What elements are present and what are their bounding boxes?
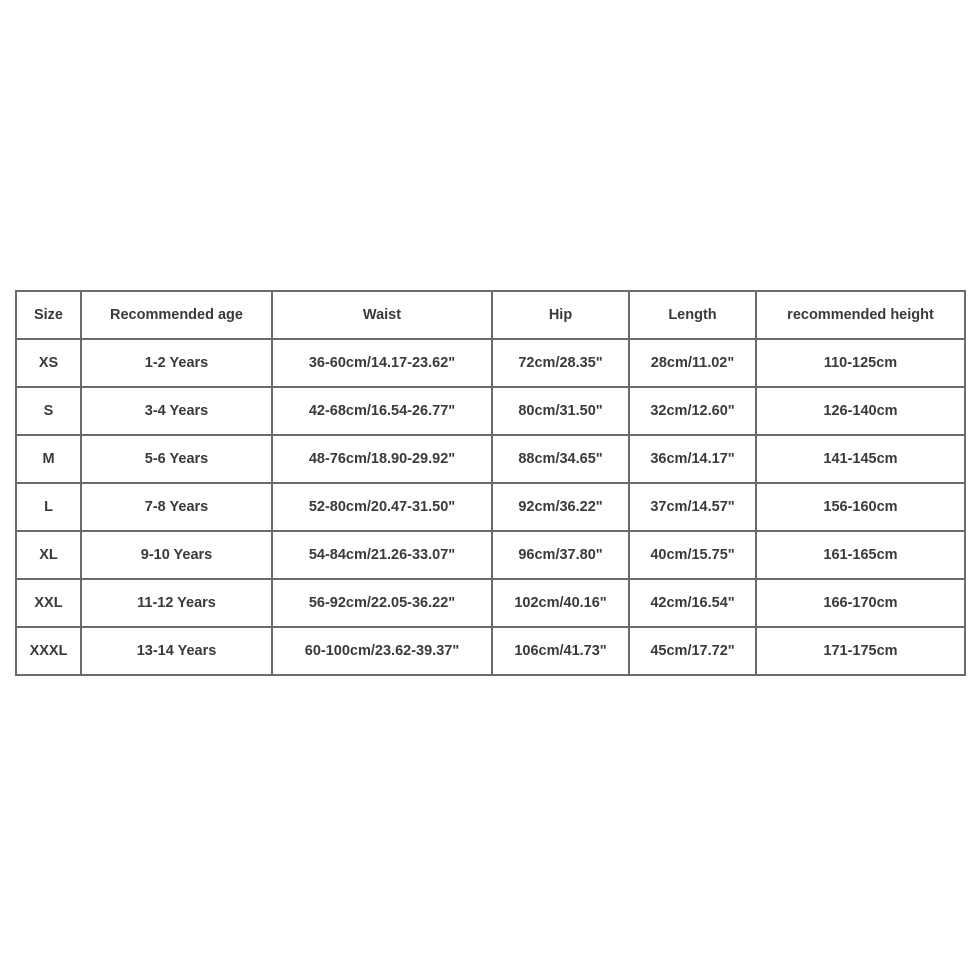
cell-hip: 72cm/28.35"	[492, 339, 629, 387]
cell-age: 3-4 Years	[81, 387, 272, 435]
cell-height: 126-140cm	[756, 387, 965, 435]
header-length: Length	[629, 291, 756, 339]
cell-height: 141-145cm	[756, 435, 965, 483]
cell-length: 28cm/11.02"	[629, 339, 756, 387]
table-row	[16, 435, 965, 483]
table-header-row	[16, 291, 965, 339]
cell-hip: 96cm/37.80"	[492, 531, 629, 579]
cell-age: 5-6 Years	[81, 435, 272, 483]
cell-height: 161-165cm	[756, 531, 965, 579]
cell-size: S	[16, 387, 81, 435]
cell-age: 1-2 Years	[81, 339, 272, 387]
cell-length: 37cm/14.57"	[629, 483, 756, 531]
cell-length: 40cm/15.75"	[629, 531, 756, 579]
cell-length: 42cm/16.54"	[629, 579, 756, 627]
cell-hip: 106cm/41.73"	[492, 627, 629, 675]
cell-age: 7-8 Years	[81, 483, 272, 531]
cell-hip: 92cm/36.22"	[492, 483, 629, 531]
cell-height: 156-160cm	[756, 483, 965, 531]
cell-waist: 42-68cm/16.54-26.77"	[272, 387, 492, 435]
cell-waist: 48-76cm/18.90-29.92"	[272, 435, 492, 483]
cell-waist: 52-80cm/20.47-31.50"	[272, 483, 492, 531]
cell-age: 11-12 Years	[81, 579, 272, 627]
cell-age: 13-14 Years	[81, 627, 272, 675]
cell-hip: 88cm/34.65"	[492, 435, 629, 483]
table-row	[16, 627, 965, 675]
cell-height: 166-170cm	[756, 579, 965, 627]
cell-height: 171-175cm	[756, 627, 965, 675]
header-waist: Waist	[272, 291, 492, 339]
cell-size: XXL	[16, 579, 81, 627]
cell-size: XXXL	[16, 627, 81, 675]
cell-hip: 80cm/31.50"	[492, 387, 629, 435]
header-recommended-height: recommended height	[756, 291, 965, 339]
table-row	[16, 579, 965, 627]
cell-waist: 36-60cm/14.17-23.62"	[272, 339, 492, 387]
header-hip: Hip	[492, 291, 629, 339]
table-row	[16, 339, 965, 387]
size-chart-table	[15, 290, 966, 676]
cell-length: 45cm/17.72"	[629, 627, 756, 675]
cell-height: 110-125cm	[756, 339, 965, 387]
cell-size: XS	[16, 339, 81, 387]
cell-waist: 56-92cm/22.05-36.22"	[272, 579, 492, 627]
table-row	[16, 387, 965, 435]
cell-age: 9-10 Years	[81, 531, 272, 579]
cell-length: 32cm/12.60"	[629, 387, 756, 435]
table-row	[16, 483, 965, 531]
header-size: Size	[16, 291, 81, 339]
cell-size: XL	[16, 531, 81, 579]
cell-size: L	[16, 483, 81, 531]
cell-length: 36cm/14.17"	[629, 435, 756, 483]
cell-hip: 102cm/40.16"	[492, 579, 629, 627]
cell-waist: 60-100cm/23.62-39.37"	[272, 627, 492, 675]
header-recommended-age: Recommended age	[81, 291, 272, 339]
table-row	[16, 531, 965, 579]
cell-size: M	[16, 435, 81, 483]
cell-waist: 54-84cm/21.26-33.07"	[272, 531, 492, 579]
